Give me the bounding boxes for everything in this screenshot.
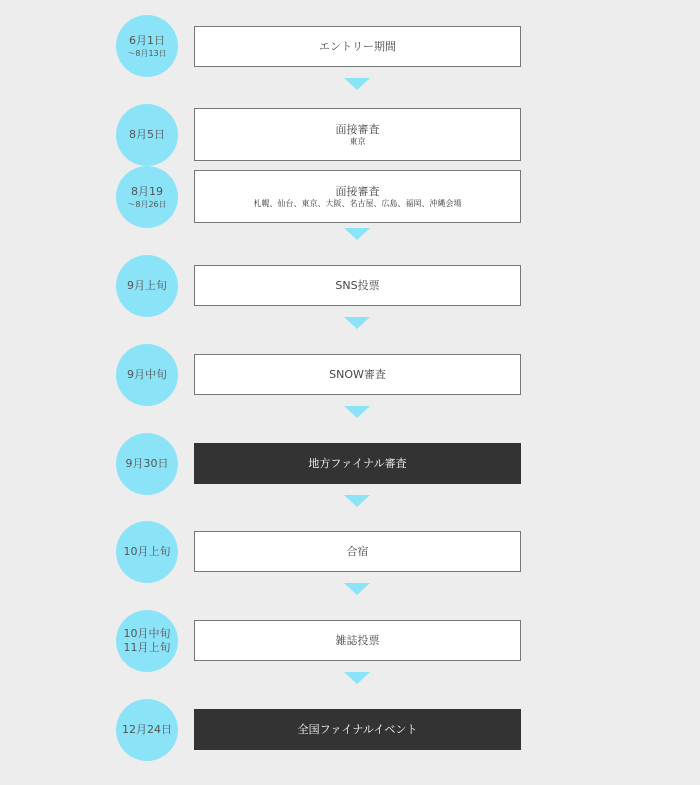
date-circle-national-final bbox=[116, 699, 178, 761]
date-label: 10月上旬 bbox=[123, 545, 171, 558]
down-arrow-icon bbox=[344, 672, 370, 684]
step-detail: 札幌、仙台、東京、大阪、名古屋、広島、福岡、沖縄会場 bbox=[253, 198, 462, 208]
step-box-camp bbox=[194, 531, 521, 572]
step-box-interview-regional bbox=[194, 170, 521, 223]
date-label: 8月19 bbox=[131, 184, 163, 198]
down-arrow-icon bbox=[344, 228, 370, 240]
date-label: 9月中旬 bbox=[127, 368, 167, 381]
date-label: 9月上旬 bbox=[127, 279, 167, 292]
step-title: 合宿 bbox=[346, 545, 369, 558]
step-title: 面接審査 bbox=[335, 122, 380, 136]
step-box-regional-final bbox=[194, 443, 521, 484]
step-box-sns bbox=[194, 265, 521, 306]
date-label: 8月5日 bbox=[129, 128, 165, 141]
down-arrow-icon bbox=[344, 406, 370, 418]
step-title: 地方ファイナル審査 bbox=[308, 457, 407, 470]
date-range-label: 〜8月13日 bbox=[127, 48, 167, 58]
down-arrow-icon bbox=[344, 317, 370, 329]
date-circle-entry bbox=[116, 15, 178, 77]
step-box-snow bbox=[194, 354, 521, 395]
date-circle-camp bbox=[116, 521, 178, 583]
date-range-label: 〜8月26日 bbox=[127, 199, 167, 209]
step-detail: 東京 bbox=[349, 136, 366, 146]
step-box-interview-tokyo bbox=[194, 108, 521, 161]
step-title: エントリー期間 bbox=[319, 40, 396, 53]
date-label-2: 11月上旬 bbox=[123, 641, 171, 654]
date-label: 9月30日 bbox=[125, 457, 169, 470]
date-circle-sns bbox=[116, 255, 178, 317]
date-circle-interview-regional bbox=[116, 166, 178, 228]
step-title: SNS投票 bbox=[335, 279, 380, 292]
step-title: 全国ファイナルイベント bbox=[297, 723, 418, 736]
date-circle-regional-final bbox=[116, 433, 178, 495]
date-circle-interview-tokyo bbox=[116, 104, 178, 166]
date-circle-magazine bbox=[116, 610, 178, 672]
step-box-national-final bbox=[194, 709, 521, 750]
date-circle-snow bbox=[116, 344, 178, 406]
date-label: 12月24日 bbox=[122, 723, 172, 736]
down-arrow-icon bbox=[344, 495, 370, 507]
down-arrow-icon bbox=[344, 78, 370, 90]
step-box-magazine bbox=[194, 620, 521, 661]
date-label: 6月1日 bbox=[129, 33, 165, 47]
step-box-entry bbox=[194, 26, 521, 67]
step-title: 面接審査 bbox=[335, 184, 380, 198]
date-label: 10月中旬 bbox=[123, 627, 171, 640]
step-title: SNOW審査 bbox=[329, 368, 386, 381]
down-arrow-icon bbox=[344, 583, 370, 595]
step-title: 雑誌投票 bbox=[335, 634, 380, 647]
